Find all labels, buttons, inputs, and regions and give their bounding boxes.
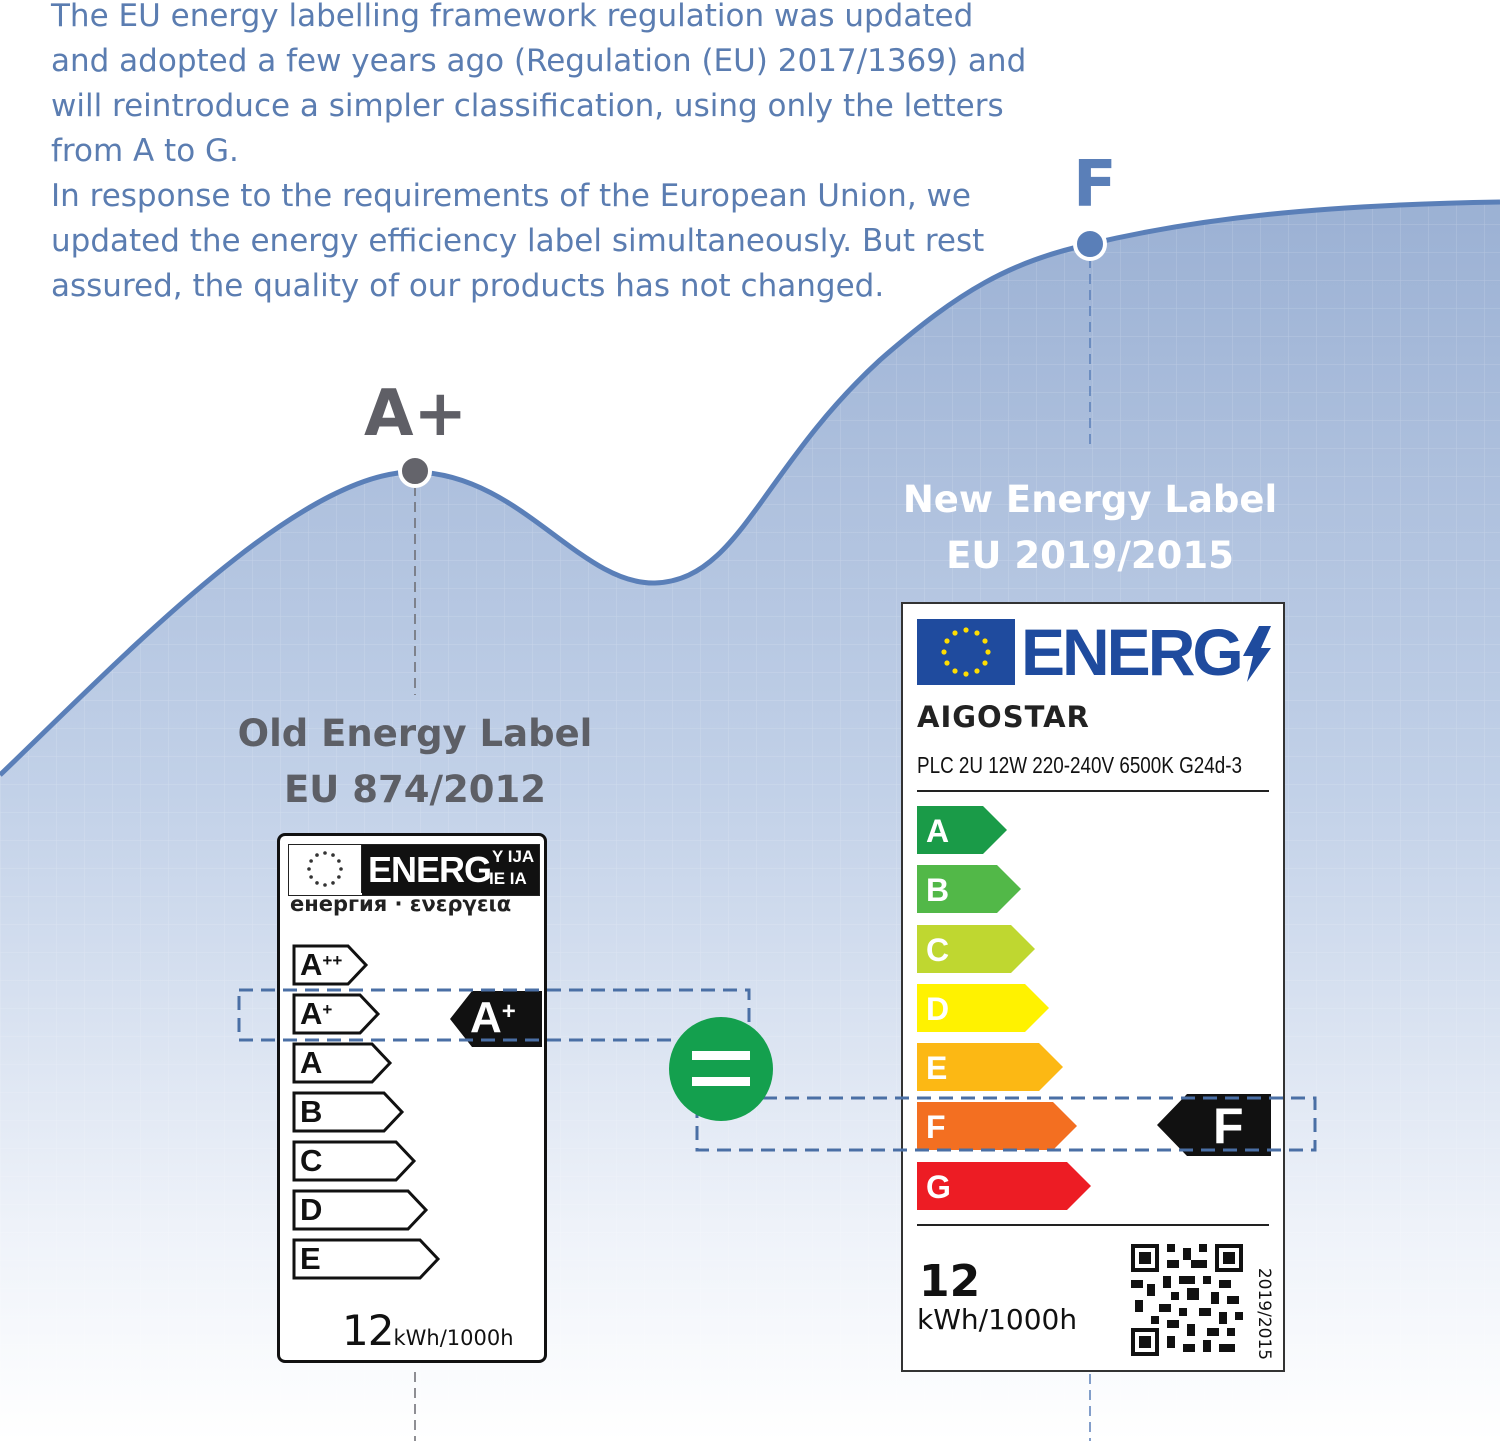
new-class-letter: F [926,1109,946,1146]
old-class-letter: A [300,947,323,982]
regulation-year: 2019/2015 [1254,1267,1274,1361]
old-consumption-value: 12 [342,1306,394,1355]
new-consumption-value: 12 [919,1256,981,1307]
old-class-letter: D [300,1192,323,1227]
new-label-title-line1: New Energy Label [902,478,1278,521]
old-consumption-unit: kWh/1000h [393,1326,514,1350]
old-rating-highlight-box [239,990,749,1040]
old-rating-letter: A [470,993,502,1042]
new-rating-letter: F [1213,1098,1244,1154]
new-label-title-line2: EU 2019/2015 [946,534,1234,577]
old-energ-word: ENERG [368,849,492,890]
new-class-letter: G [926,1168,951,1205]
new-class-letter: C [926,931,950,968]
old-class-sup: + [322,1000,333,1019]
old-energ-suffix-bottom: IE IA [489,869,527,888]
old-class-letter: E [300,1241,321,1276]
old-label-subtitle: енергия · ενεργεια [290,892,512,916]
new-class-letter: A [926,813,950,849]
new-class-letter: B [926,872,950,909]
new-peak-label: F [1073,148,1117,222]
old-class-letter: B [300,1094,323,1129]
new-energ-word: ENERG [1021,615,1241,689]
equals-icon [669,1017,773,1121]
model-identifier: PLC 2U 12W 220-240V 6500K G24d-3 [917,752,1243,778]
old-class-letter: A [300,1045,323,1080]
intro-paragraph-1: The EU energy labelling framework regulation was updated and adopted a few years ago (Regulation (EU) 2017/1369) and will reintroduce a simpler classification, using only the letters from A to G. [51,0,1027,169]
new-class-letter: D [926,990,950,1027]
old-class-sup: ++ [322,951,343,970]
new-consumption-unit: kWh/1000h [917,1303,1078,1336]
old-label-title-line1: Old Energy Label [237,712,593,755]
old-energ-suffix-top: Y IJA [492,847,535,866]
brand-name: AIGOSTAR [917,700,1090,734]
intro-paragraph-2: In response to the requirements of the European Union, we updated the energy efficiency label simultaneously. But rest assured, the quality of our products has not changed. [51,178,985,304]
old-class-letter: A [300,996,323,1031]
old-class-letter: C [300,1143,323,1178]
old-label-title-line2: EU 874/2012 [284,768,546,811]
old-peak-label: A+ [364,377,468,451]
new-rating-highlight-box [697,1098,1315,1150]
new-class-letter: E [926,1050,948,1087]
old-rating-sup: + [501,998,516,1025]
